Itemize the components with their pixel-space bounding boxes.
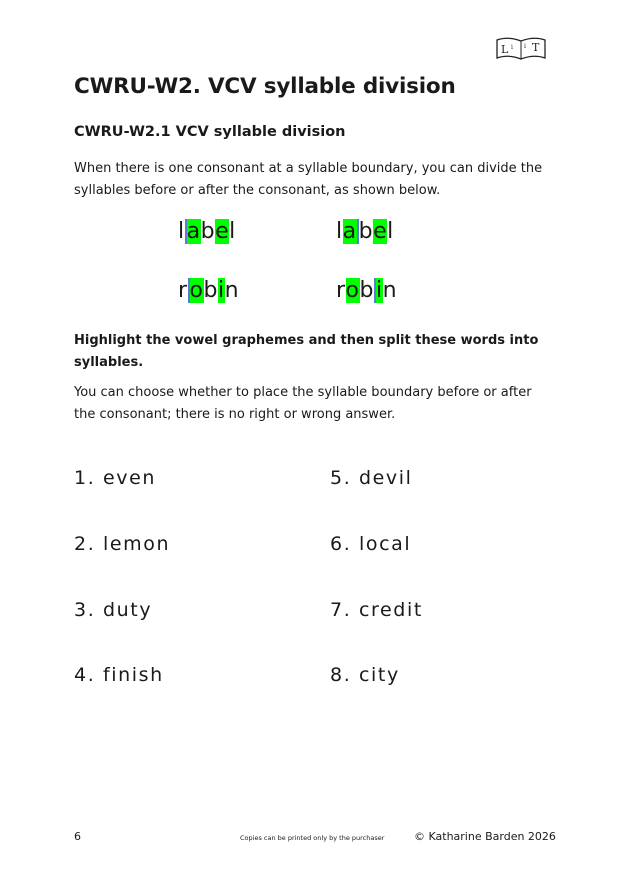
letter: b	[203, 278, 218, 303]
word-item: 3. duty	[74, 599, 153, 621]
letter: l	[178, 219, 185, 244]
intro-text: When there is one consonant at a syllable boundary, you can divide the syllables before or after the consonant, as shown below.	[74, 161, 543, 198]
letter: b	[358, 219, 374, 244]
instruction-text: Highlight the vowel graphemes and then split these words into syllables.	[74, 333, 539, 370]
svg-text:L: L	[501, 43, 509, 56]
letter: b	[359, 278, 374, 303]
letter: b	[200, 219, 216, 244]
svg-text:i: i	[524, 43, 526, 50]
page-number: 6	[74, 830, 81, 843]
letter-vowel: a	[186, 219, 201, 244]
letter-vowel: e	[215, 219, 230, 244]
word-item: 7. credit	[330, 599, 423, 621]
page-title: CWRU-W2. VCV syllable division	[74, 74, 456, 99]
word-item: 8. city	[330, 664, 400, 686]
word-item: 4. finish	[74, 664, 164, 686]
letter: l	[336, 219, 343, 244]
letter: l	[387, 219, 394, 244]
copyright: © Katharine Barden 2026	[414, 830, 556, 843]
letter-vowel: i	[217, 278, 225, 303]
section-subtitle: CWRU-W2.1 VCV syllable division	[74, 124, 346, 140]
word-item: 1. even	[74, 467, 157, 489]
letter: r	[336, 278, 346, 303]
book-logo-icon	[494, 34, 548, 64]
svg-text:i: i	[511, 44, 513, 51]
example-robin-after	[336, 278, 397, 303]
word-item: 2. lemon	[74, 533, 171, 555]
copies-notice: Copies can be printed only by the purchaser	[240, 834, 385, 842]
example-label-after	[336, 219, 394, 244]
letter: n	[382, 278, 398, 303]
example-robin-before	[178, 278, 239, 303]
letter: l	[229, 219, 236, 244]
letter: r	[178, 278, 188, 303]
letter-vowel: e	[373, 219, 388, 244]
word-item: 5. devil	[330, 467, 413, 489]
letter: n	[224, 278, 240, 303]
word-item: 6. local	[330, 533, 412, 555]
note-text: You can choose whether to place the syllable boundary before or after the consonant; there is no right or wrong answer.	[74, 385, 532, 422]
letter-vowel: i	[375, 278, 383, 303]
svg-text:T: T	[532, 41, 540, 54]
letter-vowel: o	[345, 278, 360, 303]
example-label-before	[178, 219, 236, 244]
letter-vowel: a	[342, 219, 357, 244]
letter-vowel: o	[189, 278, 204, 303]
